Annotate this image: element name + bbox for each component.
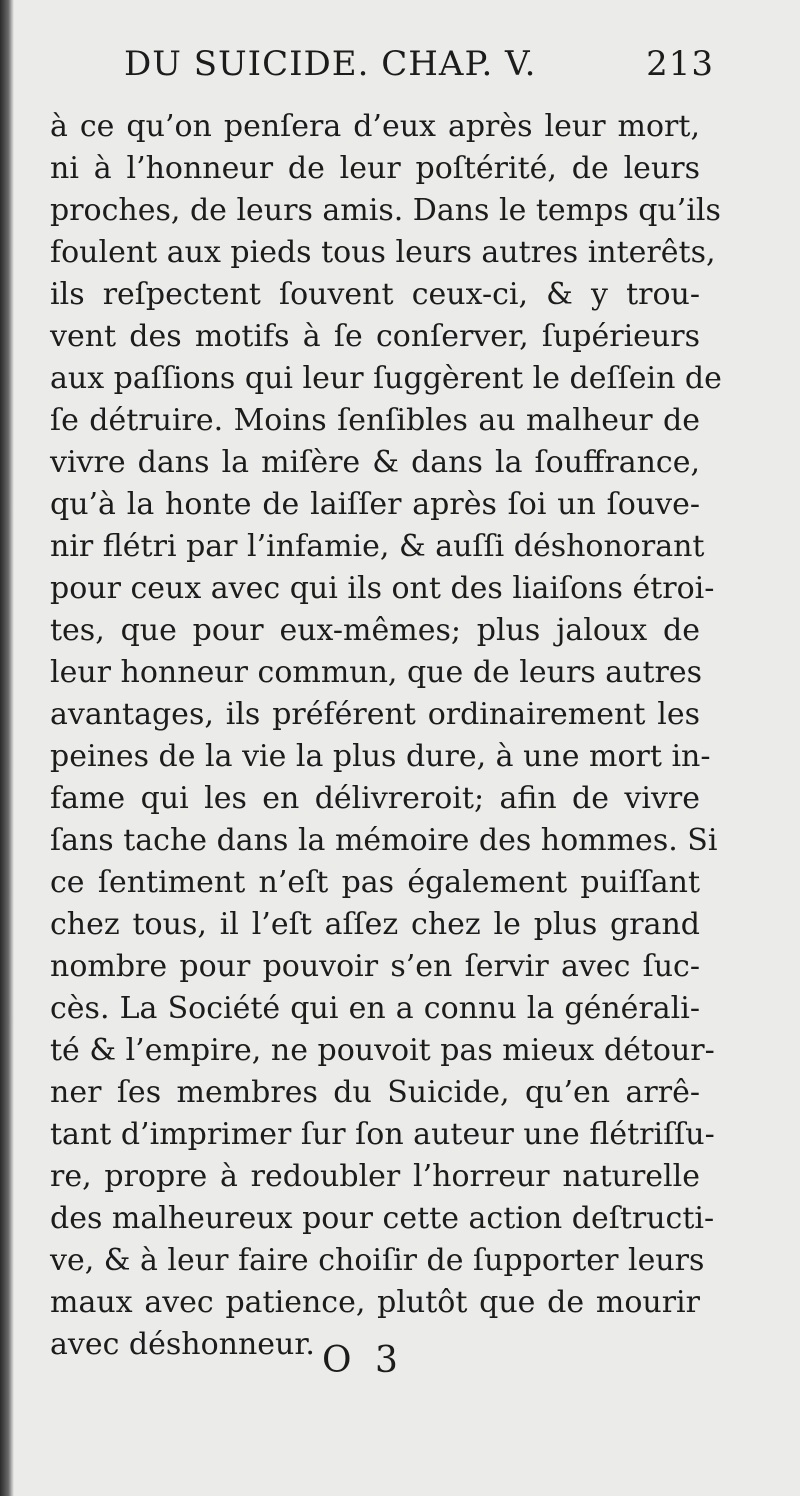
text-line: vivre dans la miſère & dans la ſouffrance, bbox=[50, 445, 700, 480]
text-line: pour ceux avec qui ils ont des liaiſons étroi- bbox=[50, 571, 715, 606]
text-line: nombre pour pouvoir s’en ſervir avec ſuc- bbox=[50, 949, 700, 984]
text-line: à ce qu’on penſera d’eux après leur mort, bbox=[50, 109, 700, 144]
running-title: DU SUICIDE. CHAP. V. bbox=[124, 44, 537, 84]
text-line: fame qui les en délivreroit; afin de vivre bbox=[50, 781, 700, 816]
text-line: des malheureux pour cette action deſtructi- bbox=[50, 1201, 715, 1236]
page-number: 213 bbox=[646, 44, 714, 84]
text-line: maux avec patience, plutôt que de mourir bbox=[50, 1285, 700, 1320]
body-text bbox=[50, 106, 722, 1366]
text-line: ner ſes membres du Suicide, qu’en arrê- bbox=[50, 1075, 700, 1110]
text-line: té & l’empire, ne pouvoit pas mieux détour- bbox=[50, 1033, 715, 1068]
text-line: proches, de leurs amis. Dans le temps qu’ils bbox=[50, 193, 721, 228]
text-line: cès. La Société qui en a connu la générali- bbox=[50, 991, 700, 1026]
text-line: ſans tache dans la mémoire des hommes. Si bbox=[50, 823, 718, 858]
text-line: leur honneur commun, que de leurs autres bbox=[50, 655, 703, 690]
text-line: avec déshonneur. bbox=[50, 1327, 315, 1362]
text-line: ni à l’honneur de leur poſtérité, de leurs bbox=[50, 151, 700, 186]
text-line: ve, & à leur faire choiſir de ſupporter leurs bbox=[50, 1243, 705, 1278]
page-gutter-shadow bbox=[0, 0, 14, 1496]
running-header bbox=[124, 44, 714, 104]
text-line: qu’à la honte de laiſſer après ſoi un ſouve- bbox=[50, 487, 700, 522]
text-line: ſe détruire. Moins ſenſibles au malheur de bbox=[50, 403, 700, 438]
text-line: ils reſpectent ſouvent ceux-ci, & y trou- bbox=[50, 277, 700, 312]
text-line: tant d’imprimer ſur ſon auteur une flétriſſu- bbox=[50, 1117, 715, 1152]
text-line: vent des motifs à ſe conſerver, ſupérieurs bbox=[50, 319, 700, 354]
text-line: ce ſentiment n’eſt pas également puiſſant bbox=[50, 865, 700, 900]
text-line: avantages, ils préférent ordinairement les bbox=[50, 697, 700, 732]
text-line: re, propre à redoubler l’horreur naturelle bbox=[50, 1159, 700, 1194]
text-line: tes, que pour eux-mêmes; plus jaloux de bbox=[50, 613, 700, 648]
signature-mark: O 3 bbox=[322, 1340, 404, 1381]
text-line: foulent aux pieds tous leurs autres interêts, bbox=[50, 235, 716, 270]
text-line: aux paſſions qui leur ſuggèrent le deſſein de bbox=[50, 361, 722, 396]
text-line: nir flétri par l’infamie, & auſſi déshonorant bbox=[50, 529, 705, 564]
text-line: chez tous, il l’eſt aſſez chez le plus grand bbox=[50, 907, 700, 942]
text-line: peines de la vie la plus dure, à une mort in- bbox=[50, 739, 711, 774]
